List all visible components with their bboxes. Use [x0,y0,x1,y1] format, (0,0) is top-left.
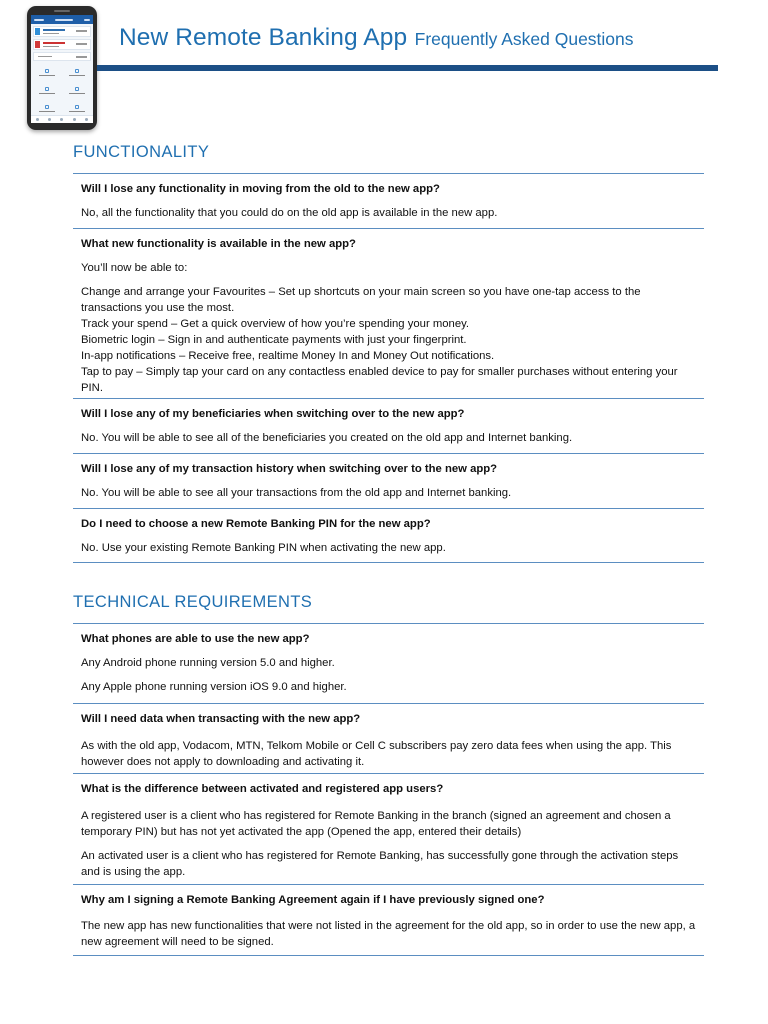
faq-answer-line: Track your spend – Get a quick overview of how you’re spending your money. [81,318,470,330]
faq-question: Will I need data when transacting with the new app? [81,713,361,725]
faq-question: What is the difference between activated and registered app users? [81,783,444,795]
phone-app-tabbar [31,115,93,123]
faq-question: Do I need to choose a new Remote Banking PIN for the new app? [81,518,431,530]
faq-answer: Any Apple phone running version iOS 9.0 and higher. [81,681,347,693]
faq-question: Why am I signing a Remote Banking Agreement again if I have previously signed one? [81,894,545,906]
phone-app-shortcut-grid [33,66,91,115]
document-header [119,24,634,52]
faq-item [73,508,704,563]
faq-answer-list [81,284,696,396]
faq-item [73,703,704,773]
phone-app-topbar [31,15,93,24]
faq-question: Will I lose any of my beneficiaries when switching over to the new app? [81,408,465,420]
faq-answer-line: In-app notifications – Receive free, realtime Money In and Money Out notifications. [81,350,495,362]
page-subtitle: Frequently Asked Questions [414,29,634,49]
faq-question: Will I lose any functionality in moving from the old to the new app? [81,183,440,195]
faq-item [73,173,704,228]
header-rule [97,65,718,71]
faq-answer-line: Biometric login – Sign in and authenticate payments with just your fingerprint. [81,334,467,346]
faq-item [73,884,704,956]
faq-answer: As with the old app, Vodacom, MTN, Telkom Mobile or Cell C subscribers pay zero data fees when using the app. This however does not apply to downloading and activating it. [81,740,672,768]
faq-item [73,398,704,453]
faq-answer-line: Tap to pay – Simply tap your card on any contactless enabled device to pay for smaller purchases without entering your PIN. [81,366,678,394]
phone-app-account-card [33,26,91,37]
faq-list-functionality [73,173,704,563]
phone-app-account-card [33,39,91,50]
faq-question: Will I lose any of my transaction history when switching over to the new app? [81,463,498,475]
faq-answer: The new app has new functionalities that were not listed in the agreement for the old app, so in order to use the new app, a new agreement will need to be signed. [81,920,696,948]
section-title-functionality: FUNCTIONALITY [73,143,210,161]
phone-screen [31,15,93,123]
faq-answer: No, all the functionality that you could do on the old app is available in the new app. [81,207,498,219]
phone-speaker [54,10,70,12]
phone-illustration [27,6,97,130]
faq-item [73,453,704,508]
faq-answer: Any Android phone running version 5.0 and higher. [81,657,335,669]
faq-list-technical-requirements [73,623,704,956]
faq-item [73,228,704,398]
faq-answer: An activated user is a client who has registered for Remote Banking, has successfully gone through the activation steps and is using the app. [81,850,679,878]
phone-app-account-card [33,52,91,61]
faq-answer: A registered user is a client who has registered for Remote Banking in the branch (signed an agreement and chosen a temporary PIN) but has not yet activated the app (Opened the app, entered their details) [81,810,671,838]
faq-question: What phones are able to use the new app? [81,633,310,645]
faq-question: What new functionality is available in the new app? [81,238,356,250]
faq-item [73,623,704,703]
faq-answer-line: Change and arrange your Favourites – Set up shortcuts on your main screen so you have one-tap access to the transactions you use the most. [81,286,641,314]
faq-answer: No. Use your existing Remote Banking PIN when activating the new app. [81,542,446,554]
faq-answer: No. You will be able to see all of the beneficiaries you created on the old app and Internet banking. [81,432,573,444]
faq-item [73,773,704,884]
faq-answer: You’ll now be able to: [81,262,188,274]
section-title-technical-requirements: TECHNICAL REQUIREMENTS [73,593,313,611]
faq-answer: No. You will be able to see all your transactions from the old app and Internet banking. [81,487,512,499]
page-title: New Remote Banking App [119,24,408,51]
